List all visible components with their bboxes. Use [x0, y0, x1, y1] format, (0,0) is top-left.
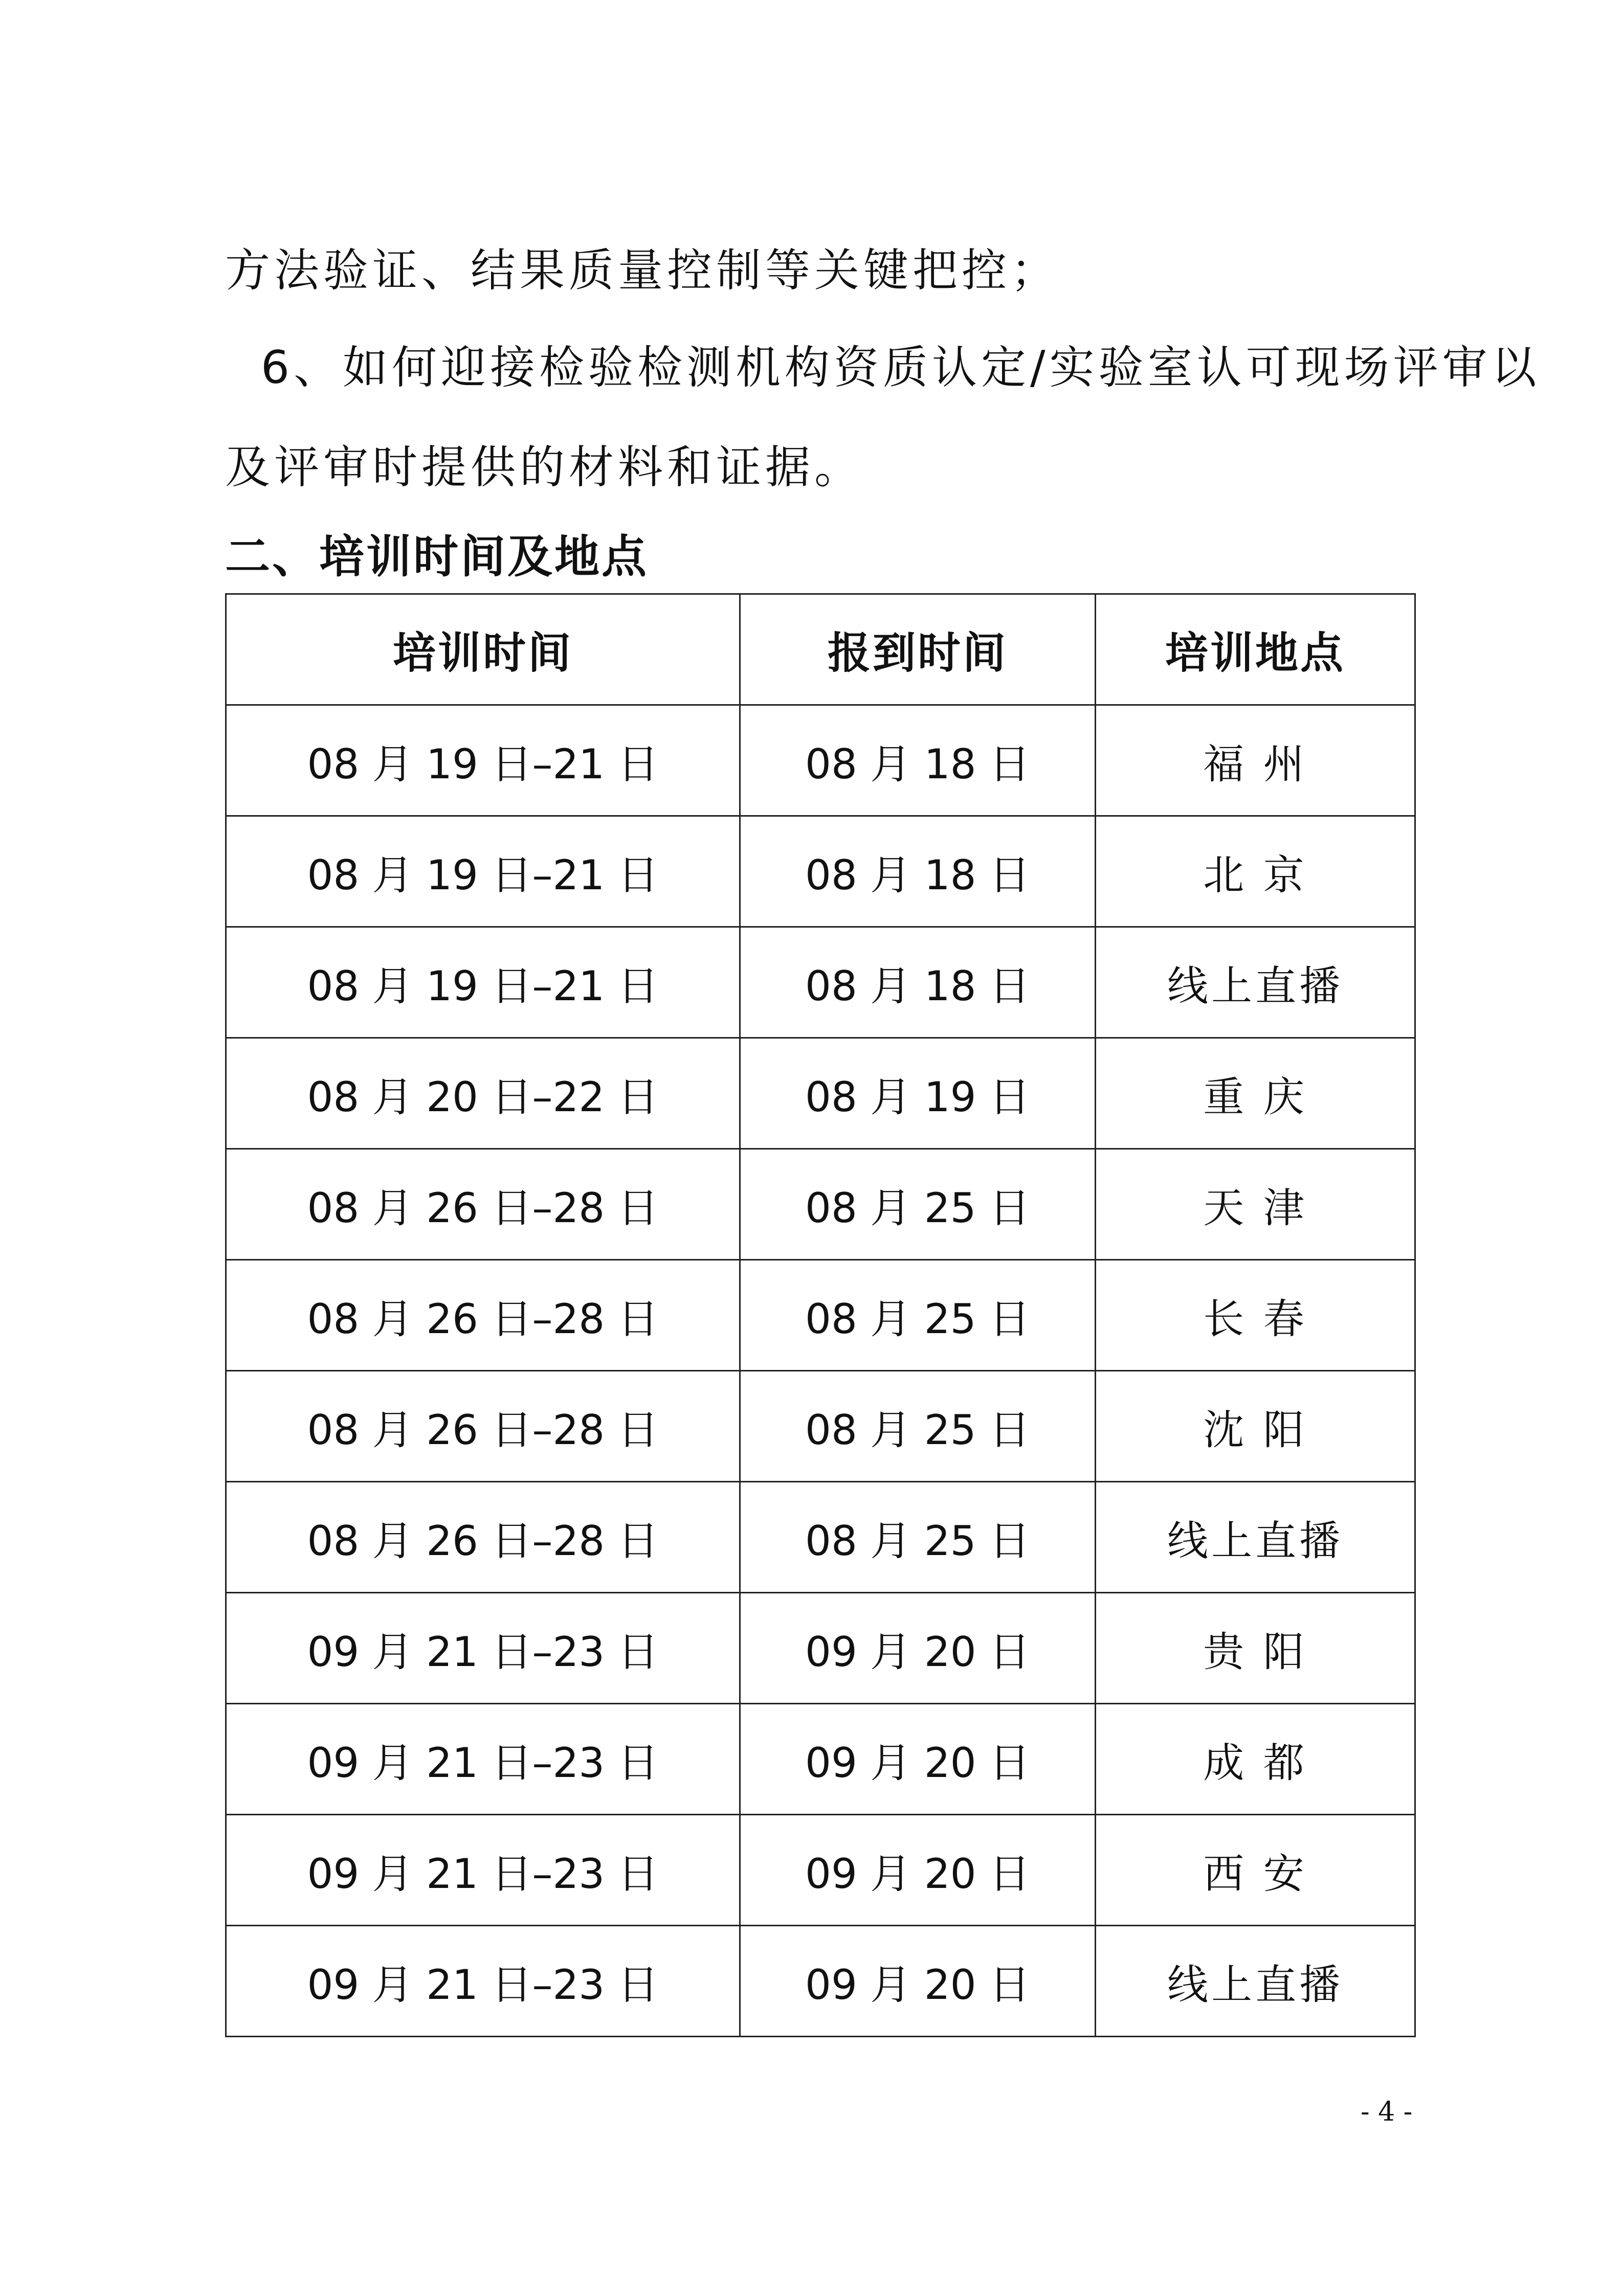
cell-training-time: 08 月 20 日–22 日 [226, 1038, 740, 1149]
table-row [226, 1593, 1415, 1704]
table-header-row [226, 594, 1415, 705]
cell-location: 贵 阳 [1096, 1593, 1415, 1704]
header-location: 培训地点 [1096, 594, 1415, 705]
table-row [226, 927, 1415, 1038]
cell-training-time: 08 月 26 日–28 日 [226, 1371, 740, 1482]
cell-training-time: 09 月 21 日–23 日 [226, 1704, 740, 1815]
cell-training-time: 09 月 21 日–23 日 [226, 1926, 740, 2037]
page-number: - 4 - [1361, 2097, 1413, 2127]
cell-location: 沈 阳 [1096, 1371, 1415, 1482]
cell-training-time: 08 月 19 日–21 日 [226, 705, 740, 816]
cell-checkin-time: 09 月 20 日 [740, 1815, 1096, 1926]
table-row [226, 816, 1415, 927]
header-checkin-time: 报到时间 [740, 594, 1096, 705]
table-row [226, 1704, 1415, 1815]
cell-checkin-time: 08 月 18 日 [740, 927, 1096, 1038]
cell-checkin-time: 09 月 20 日 [740, 1926, 1096, 2037]
table-row [226, 1038, 1415, 1149]
cell-training-time: 08 月 26 日–28 日 [226, 1260, 740, 1371]
cell-checkin-time: 09 月 20 日 [740, 1704, 1096, 1815]
cell-location: 长 春 [1096, 1260, 1415, 1371]
body-text-line: 6、如何迎接检验检测机构资质认定/实验室认可现场评审以 [261, 341, 1541, 394]
body-text-line: 及评审时提供的材料和证据。 [225, 441, 864, 493]
cell-training-time: 08 月 26 日–28 日 [226, 1482, 740, 1593]
cell-checkin-time: 08 月 25 日 [740, 1371, 1096, 1482]
cell-checkin-time: 08 月 18 日 [740, 705, 1096, 816]
cell-checkin-time: 08 月 25 日 [740, 1149, 1096, 1260]
cell-location: 西 安 [1096, 1815, 1415, 1926]
cell-location: 线上直播 [1096, 927, 1415, 1038]
table-row [226, 1149, 1415, 1260]
table-row [226, 1926, 1415, 2037]
table-row [226, 1371, 1415, 1482]
table-row [226, 1260, 1415, 1371]
cell-training-time: 08 月 19 日–21 日 [226, 816, 740, 927]
table-row [226, 1815, 1415, 1926]
cell-location: 重 庆 [1096, 1038, 1415, 1149]
training-schedule-table [225, 593, 1416, 2037]
cell-location: 成 都 [1096, 1704, 1415, 1815]
cell-checkin-time: 08 月 19 日 [740, 1038, 1096, 1149]
header-training-time: 培训时间 [226, 594, 740, 705]
cell-training-time: 09 月 21 日–23 日 [226, 1593, 740, 1704]
cell-training-time: 08 月 26 日–28 日 [226, 1149, 740, 1260]
cell-location: 福 州 [1096, 705, 1415, 816]
table-row [226, 1482, 1415, 1593]
cell-checkin-time: 08 月 25 日 [740, 1260, 1096, 1371]
cell-training-time: 09 月 21 日–23 日 [226, 1815, 740, 1926]
cell-checkin-time: 08 月 25 日 [740, 1482, 1096, 1593]
cell-location: 北 京 [1096, 816, 1415, 927]
cell-location: 线上直播 [1096, 1926, 1415, 2037]
body-text-line: 方法验证、结果质量控制等关键把控； [225, 244, 1060, 297]
cell-checkin-time: 09 月 20 日 [740, 1593, 1096, 1704]
cell-location: 天 津 [1096, 1149, 1415, 1260]
section-heading: 二、培训时间及地点 [225, 530, 649, 583]
table-row [226, 705, 1415, 816]
cell-training-time: 08 月 19 日–21 日 [226, 927, 740, 1038]
cell-checkin-time: 08 月 18 日 [740, 816, 1096, 927]
cell-location: 线上直播 [1096, 1482, 1415, 1593]
